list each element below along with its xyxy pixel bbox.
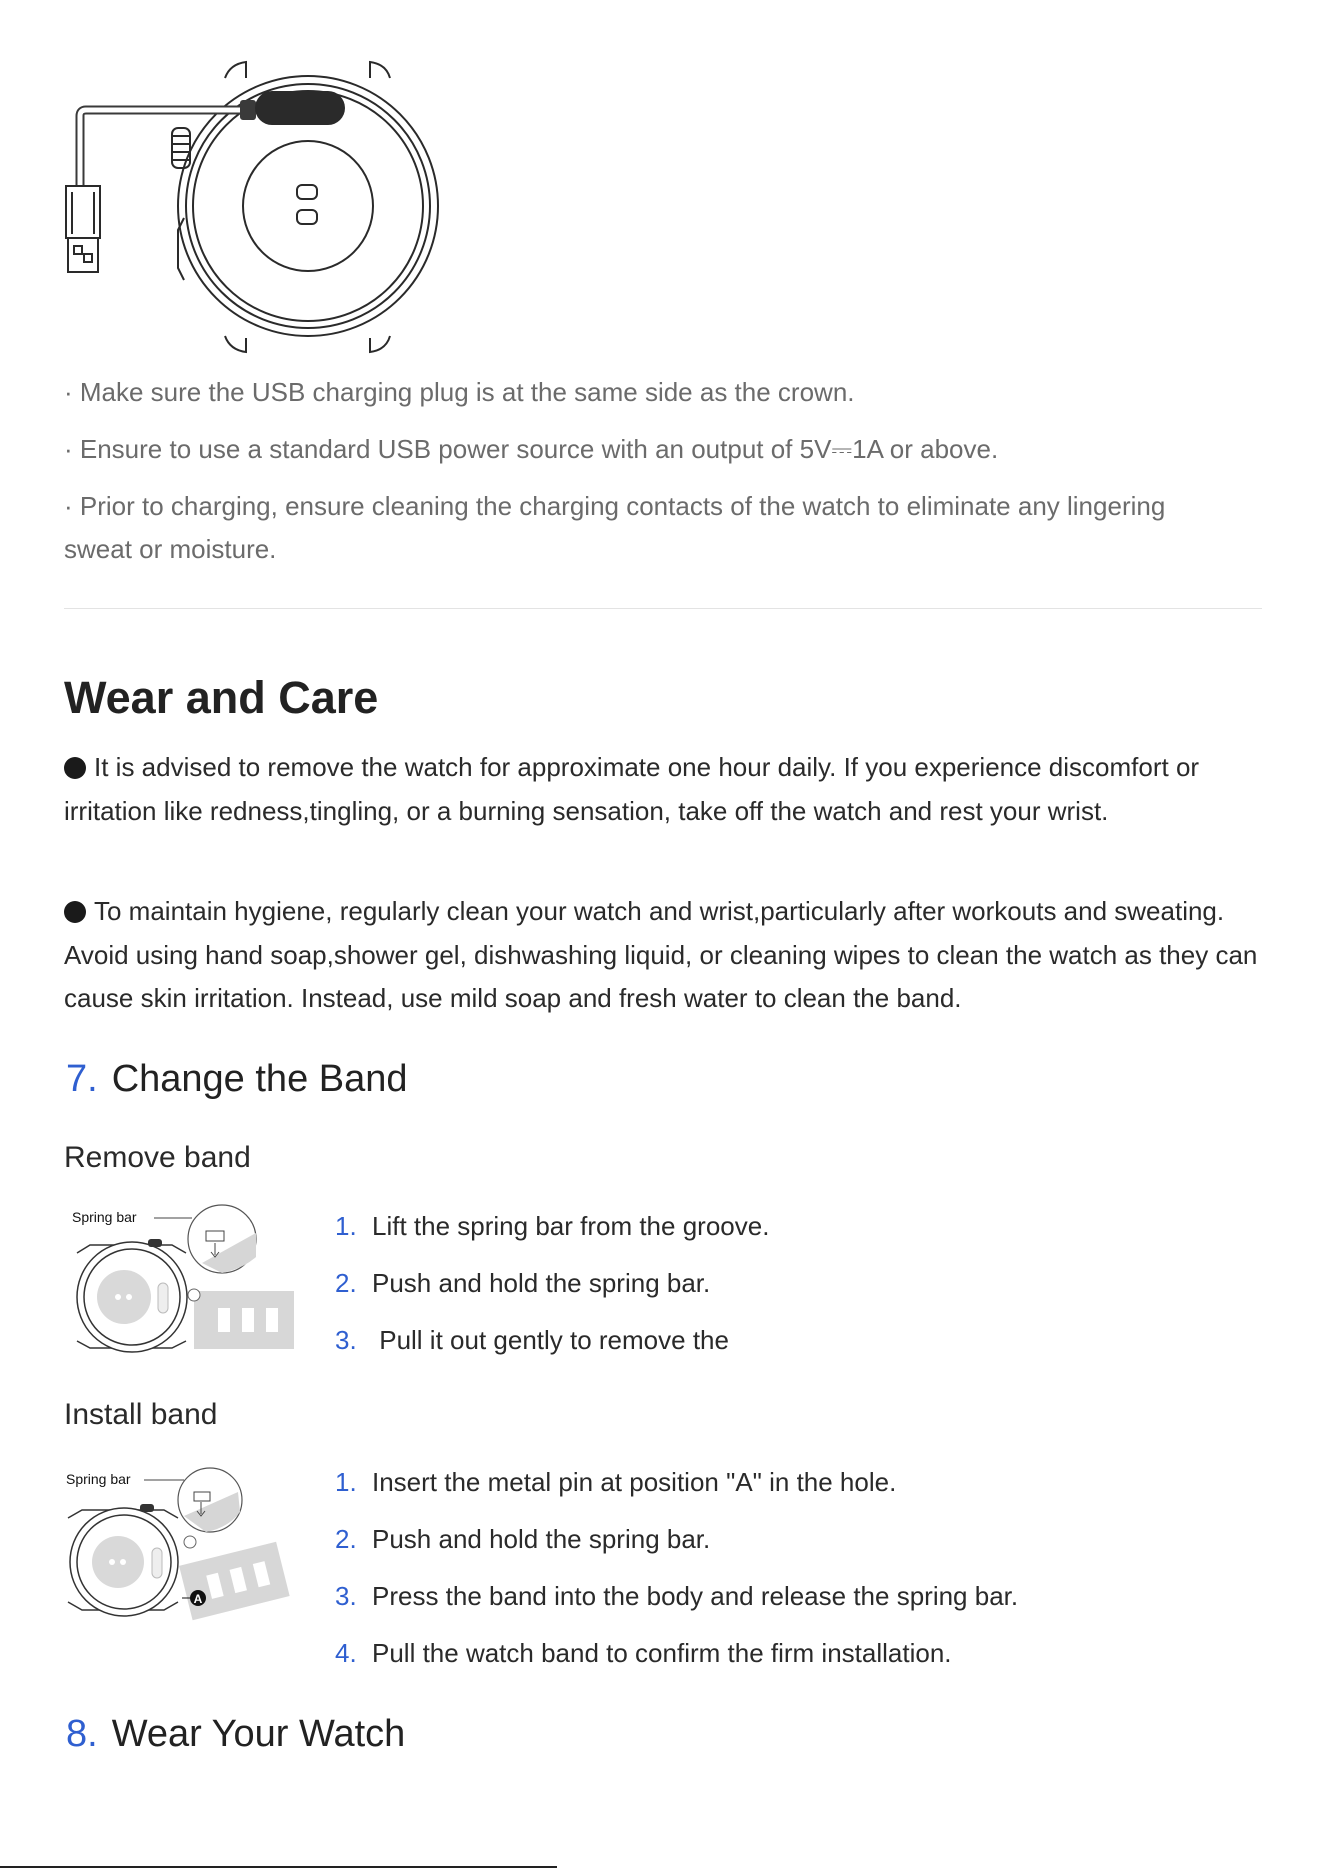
install-step-2: 2. Push and hold the spring bar. — [335, 1524, 711, 1554]
wear-care-paragraph-1: It is advised to remove the watch for approximate one hour daily. If you experience discomfort or irritation like redness,tingling, or a burning sensation, take off the watch and rest your wrist. — [64, 752, 1200, 826]
section-change-band-heading — [66, 1058, 408, 1101]
bullet-dot-icon — [64, 901, 86, 923]
spring-bar-label: Spring bar — [66, 1471, 131, 1487]
install-band-title: Install band — [64, 1398, 218, 1431]
charging-illustration — [60, 58, 450, 358]
wear-care-paragraph-2: To maintain hygiene, regularly clean your watch and wrist,particularly after workouts and sweating. Avoid using hand soap,shower gel, dishwashing liquid, or cleaning wipes to clean the watch as they can cause skin irritation. Instead, use mild soap and fresh water to clean the band. — [64, 896, 1258, 1013]
section-number: 7. — [66, 1058, 98, 1100]
section-title: Change the Band — [111, 1058, 408, 1100]
section-wear-watch-heading — [66, 1713, 405, 1756]
remove-band-illustration — [62, 1203, 300, 1363]
section-divider — [64, 608, 1262, 609]
wear-care-title: Wear and Care — [64, 672, 379, 723]
page-bottom-rule — [0, 1866, 557, 1868]
charging-note-1: · Make sure the USB charging plug is at the same side as the crown. — [64, 377, 855, 407]
install-step-3: 3. Press the band into the body and release the spring bar. — [335, 1581, 1019, 1611]
bullet-dot-icon — [64, 757, 86, 779]
charging-note-2: · Ensure to use a standard USB power source with an output of 5V⎓1A or above. — [64, 434, 999, 464]
remove-band-title: Remove band — [64, 1141, 251, 1174]
remove-step-3: 3. Pull it out gently to remove the — [335, 1325, 729, 1355]
install-band-illustration — [60, 1466, 300, 1626]
section-title: Wear Your Watch — [111, 1713, 406, 1755]
charging-note-3: · Prior to charging, ensure cleaning the charging contacts of the watch to eliminate any lingering sweat or moisture. — [64, 491, 1166, 564]
install-step-4: 4. Pull the watch band to confirm the firm installation. — [335, 1638, 952, 1668]
install-step-1: 1. Insert the metal pin at position "A" in the hole. — [335, 1467, 897, 1497]
marker-a-label: A — [193, 1592, 203, 1606]
remove-step-1: 1. Lift the spring bar from the groove. — [335, 1211, 770, 1241]
section-number: 8. — [66, 1713, 98, 1755]
spring-bar-label: Spring bar — [72, 1209, 137, 1225]
remove-step-2: 2. Push and hold the spring bar. — [335, 1268, 711, 1298]
